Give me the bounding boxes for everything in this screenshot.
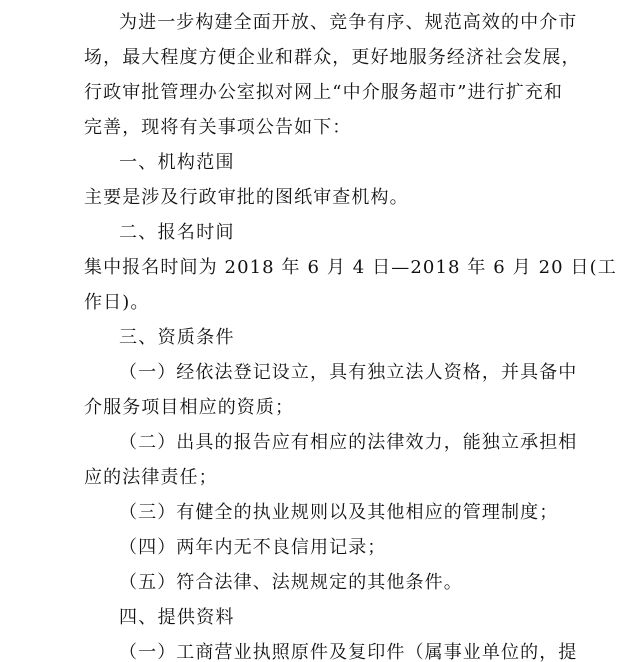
section-2-body-line-2: 作日)。 — [84, 292, 150, 313]
section-2-heading: 二、报名时间 — [119, 222, 235, 243]
section-3-item-2-line-1: （二）出具的报告应有相应的法律效力，能独立承担相 — [119, 432, 578, 453]
section-1-heading: 一、机构范围 — [119, 152, 235, 173]
section-4-heading: 四、提供资料 — [119, 607, 235, 628]
section-3-item-3: （三）有健全的执业规则以及其他相应的管理制度； — [119, 502, 559, 523]
section-3-item-5: （五）符合法律、法规规定的其他条件。 — [119, 572, 463, 593]
section-3-item-2-line-2: 应的法律责任； — [84, 467, 218, 488]
intro-line-4: 完善，现将有关事项公告如下： — [84, 117, 352, 138]
section-3-item-1-line-1: （一）经依法登记设立，具有独立法人资格，并具备中 — [119, 362, 578, 383]
intro-line-3: 行政审批管理办公室拟对网上“中介服务超市”进行扩充和 — [84, 82, 564, 103]
section-3-item-1-line-2: 介服务项目相应的资质； — [84, 397, 295, 418]
section-3-heading: 三、资质条件 — [119, 327, 235, 348]
intro-line-1: 为进一步构建全面开放、竞争有序、规范高效的中介市 — [119, 12, 578, 33]
section-3-item-4: （四）两年内无不良信用记录； — [119, 537, 387, 558]
section-1-body: 主要是涉及行政审批的图纸审查机构。 — [84, 187, 409, 208]
intro-line-2: 场，最大程度方便企业和群众，更好地服务经济社会发展， — [84, 47, 581, 68]
section-2-body-line-1: 集中报名时间为 2018 年 6 月 4 日—2018 年 6 月 20 日(工 — [84, 257, 617, 278]
section-4-item-1-line-1: （一）工商营业执照原件及复印件（属事业单位的，提 — [119, 642, 578, 662]
